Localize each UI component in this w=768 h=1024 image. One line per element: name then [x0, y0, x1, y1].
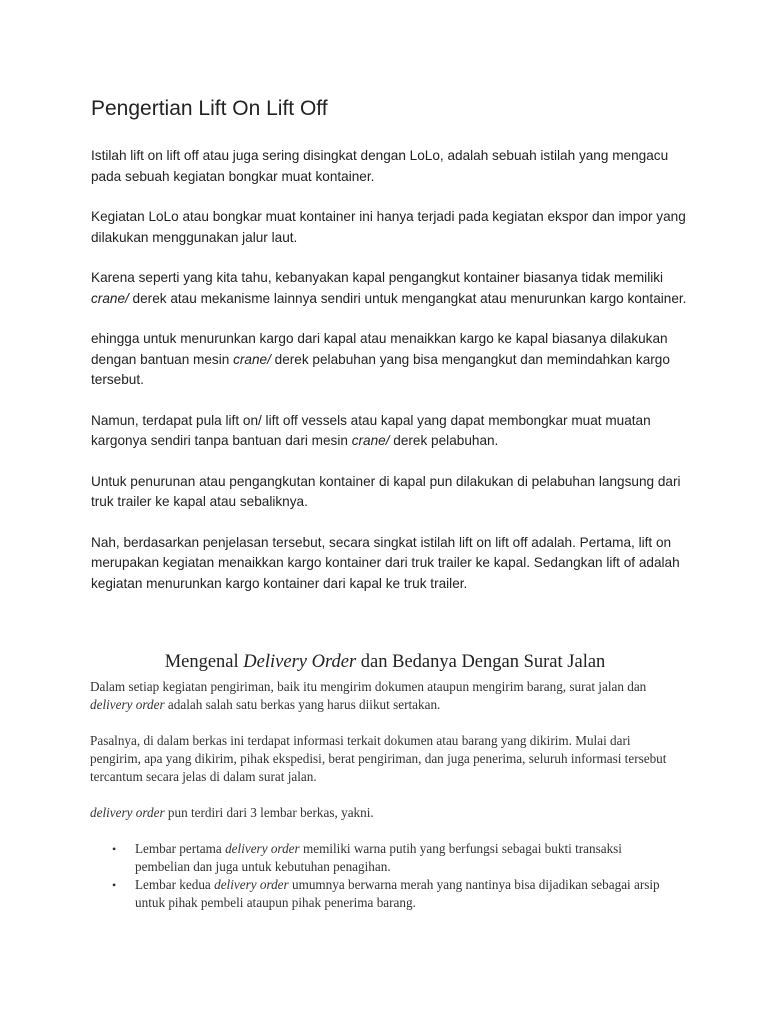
emphasis: delivery order: [90, 697, 165, 712]
paragraph: ehingga untuk menurunkan kargo dari kapal atau menaikkan kargo ke kapal biasanya dilakukan dengan bantuan mesin crane/ derek pelabuhan yang bisa mengangkut dan memindahkan kargo tersebut.: [91, 331, 670, 387]
section-title: Mengenal Delivery Order dan Bedanya Dengan Surat Jalan: [164, 652, 606, 672]
paragraph: Pasalnya, di dalam berkas ini terdapat informasi terkait dokumen atau barang yang dikirim. Mulai dari pengirim, apa yang dikirim, pihak ekspedisi, berat pengiriman, dan juga penerima, seluruh informasi tersebut tercantum secara jelas di dalam surat jalan.: [90, 733, 667, 784]
bullet-icon: •: [112, 878, 117, 892]
bullet-list: [90, 840, 680, 912]
paragraph: Untuk penurunan atau pengangkutan kontainer di kapal pun dilakukan di pelabuhan langsung dari truk trailer ke kapal atau sebaliknya.: [91, 473, 681, 509]
paragraph: Karena seperti yang kita tahu, kebanyakan kapal pengangkut kontainer biasanya tidak memiliki crane/ derek atau mekanisme lainnya sendiri untuk mengangkat atau menurunkan kargo kontainer.: [91, 270, 687, 306]
paragraph: delivery order pun terdiri dari 3 lembar berkas, yakni.: [90, 805, 374, 820]
section-title: Pengertian Lift On Lift Off: [91, 97, 328, 120]
emphasis: delivery order: [214, 877, 289, 892]
paragraph: Nah, berdasarkan penjelasan tersebut, secara singkat istilah lift on lift off adalah. Pertama, lift on merupakan kegiatan menaikkan kargo kontainer dari truk trailer ke kapal. Sedangkan lift of adalah kegiatan menurunkan kargo kontainer dari kapal ke truk trailer.: [91, 534, 680, 591]
bullet-icon: •: [112, 842, 117, 856]
section-delivery-order: [90, 650, 680, 912]
paragraph: Dalam setiap kegiatan pengiriman, baik itu mengirim dokumen ataupun mengirim barang, surat jalan dan delivery order adalah salah satu berkas yang harus diikut sertakan.: [90, 679, 647, 712]
section-lift-on-lift-off: [91, 96, 691, 614]
list-item: • Lembar kedua delivery order umumnya berwarna merah yang nantinya bisa dijadikan sebagai arsip untuk pihak pembeli ataupun pihak penerima barang.: [112, 877, 660, 910]
paragraph: Namun, terdapat pula lift on/ lift off vessels atau kapal yang dapat membongkar muat muatan kargonya sendiri tanpa bantuan dari mesin crane/ derek pelabuhan.: [91, 412, 651, 448]
emphasis: delivery order: [90, 805, 165, 820]
paragraph: Istilah lift on lift off atau juga sering disingkat dengan LoLo, adalah sebuah istilah yang mengacu pada sebuah kegiatan bongkar muat kontainer.: [91, 148, 669, 184]
emphasis: delivery order: [225, 841, 300, 856]
emphasis: Delivery Order: [243, 652, 357, 672]
emphasis: crane/: [91, 290, 129, 306]
list-item: • Lembar pertama delivery order memiliki warna putih yang berfungsi sebagai bukti transaksi pembelian dan juga untuk kebutuhan penagihan.: [112, 841, 622, 874]
paragraph: Kegiatan LoLo atau bongkar muat kontainer ini hanya terjadi pada kegiatan ekspor dan impor yang dilakukan menggunakan jalur laut.: [91, 209, 686, 245]
emphasis: crane/: [351, 433, 390, 448]
emphasis: crane/: [233, 351, 271, 367]
